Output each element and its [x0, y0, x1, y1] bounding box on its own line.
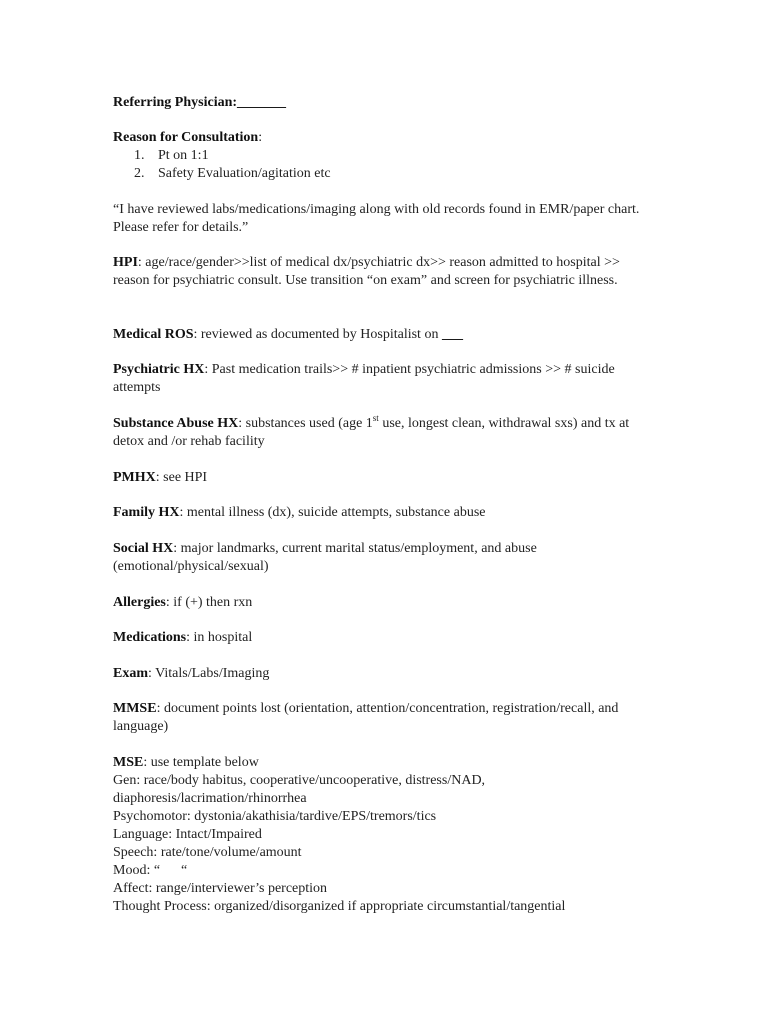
mmse-text: : document points lost (orientation, attention/concentration, registration/recall, and language) [113, 701, 619, 734]
hpi-label: HPI [113, 255, 138, 270]
allergies-section [113, 594, 653, 612]
substance-text-b: use, longest clean, withdrawal sxs) and tx at detox and /or rehab facility [113, 416, 630, 449]
reason-for-consultation [113, 129, 653, 183]
substance-superscript: st [372, 413, 379, 423]
mmse-section [113, 700, 653, 736]
allergies-label: Allergies [113, 595, 166, 610]
mse-label: MSE [113, 755, 144, 770]
pmhx-section [113, 469, 653, 487]
exam-section [113, 665, 653, 683]
mse-line-general-cont: diaphoresis/lacrimation/rhinorrhea [113, 791, 307, 806]
substance-abuse-label: Substance Abuse HX [113, 416, 239, 431]
reason-sep: : [258, 130, 263, 145]
reason-list [113, 147, 653, 183]
medications-section [113, 629, 653, 647]
psychiatric-hx-label: Psychiatric HX [113, 362, 205, 377]
list-item [113, 165, 653, 183]
mse-line-mood: Mood: “ “ [113, 863, 188, 878]
mse-line-language: Language: Intact/Impaired [113, 827, 262, 842]
hpi-section [113, 254, 653, 290]
medical-ros-text: : reviewed as documented by Hospitalist on [193, 327, 442, 342]
list-item-number: 1. [134, 148, 145, 163]
medical-ros-section [113, 326, 653, 344]
list-item-text: Pt on 1:1 [158, 148, 209, 163]
mse-section [113, 754, 653, 916]
referring-physician-blank: _______ [237, 95, 287, 110]
list-item [113, 147, 653, 165]
substance-text-a: : substances used (age 1 [238, 416, 373, 431]
hpi-text: : age/race/gender>>list of medical dx/psychiatric dx>> reason admitted to hospital >> reason for psychiatric consult. Use transition “on exam” and screen for psychiatric illness. [113, 255, 620, 288]
mse-line-speech: Speech: rate/tone/volume/amount [113, 845, 302, 860]
psychiatric-hx-text: : Past medication trails>> # inpatient psychiatric admissions >> # suicide attempts [113, 362, 615, 395]
mmse-label: MMSE [113, 701, 157, 716]
review-statement: “I have reviewed labs/medications/imaging along with old records found in EMR/paper chart. Please refer for details.” [113, 202, 640, 235]
list-item-number: 2. [134, 166, 145, 181]
substance-abuse-section [113, 415, 653, 451]
pmhx-label: PMHX [113, 470, 156, 485]
medical-ros-blank: ___ [441, 327, 463, 342]
psychiatric-hx-section [113, 361, 653, 397]
reason-label: Reason for Consultation [113, 130, 259, 145]
mse-line-thought-process: Thought Process: organized/disorganized if appropriate circumstantial/tangential [113, 899, 566, 914]
medications-label: Medications [113, 630, 187, 645]
pmhx-text: : see HPI [155, 470, 208, 485]
allergies-text: : if (+) then rxn [165, 595, 253, 610]
family-hx-text: : mental illness (dx), suicide attempts, substance abuse [179, 505, 486, 520]
mse-line-affect: Affect: range/interviewer’s perception [113, 881, 328, 896]
mse-text: : use template below [143, 755, 259, 770]
medical-ros-label: Medical ROS [113, 327, 194, 342]
social-hx-label: Social HX [113, 541, 174, 556]
mse-line-general: Gen: race/body habitus, cooperative/uncooperative, distress/NAD, [113, 773, 486, 788]
list-item-text: Safety Evaluation/agitation etc [158, 166, 331, 181]
family-hx-section [113, 504, 653, 522]
mse-line-psychomotor: Psychomotor: dystonia/akathisia/tardive/EPS/tremors/tics [113, 809, 437, 824]
exam-text: : Vitals/Labs/Imaging [148, 666, 270, 681]
medications-text: : in hospital [186, 630, 253, 645]
social-hx-section [113, 540, 653, 576]
exam-label: Exam [113, 666, 148, 681]
family-hx-label: Family HX [113, 505, 180, 520]
referring-physician-label: Referring Physician: [113, 95, 238, 110]
social-hx-text: : major landmarks, current marital status/employment, and abuse (emotional/physical/sexual) [113, 541, 537, 574]
referring-physician [113, 94, 653, 112]
